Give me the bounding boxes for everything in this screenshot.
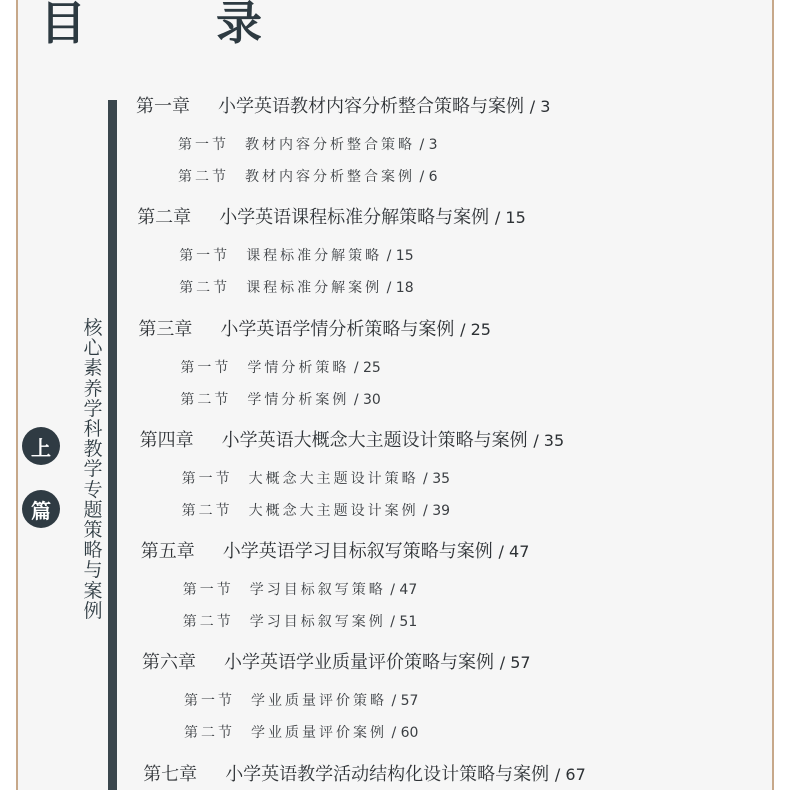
section-number: 第一节 (184, 693, 235, 710)
section-line[interactable] (179, 277, 413, 297)
chapter-title: 小学英语教材内容分析整合策略与案例 (218, 96, 524, 117)
chapter-line[interactable] (143, 760, 586, 786)
chapter-line[interactable] (137, 203, 526, 229)
section-page: / 18 (386, 280, 414, 297)
chapter-page: / 67 (554, 764, 586, 784)
section-number: 第一节 (179, 248, 231, 265)
chapter-title: 小学英语课程标准分解策略与案例 (219, 207, 490, 229)
chapter-page: / 15 (494, 208, 526, 228)
chapter-number: 第六章 (142, 652, 196, 674)
part-vertical-label: 核心素养学科教学专题策略与案例 (83, 317, 103, 622)
section-page: / 60 (391, 725, 419, 742)
page-title: 目 录 (40, 0, 304, 50)
section-title: 学情分析策略 (247, 359, 350, 376)
vertical-divider (108, 100, 117, 790)
section-number: 第二节 (184, 725, 235, 742)
section-line[interactable] (184, 690, 418, 710)
section-number: 第二节 (180, 391, 232, 408)
section-number: 第二节 (181, 502, 233, 519)
section-title: 学业质量评价策略 (251, 693, 387, 710)
section-line[interactable] (180, 357, 380, 377)
chapter-entry (137, 203, 766, 314)
chapter-line[interactable] (136, 92, 550, 118)
chapter-page: / 57 (499, 653, 531, 673)
chapter-title: 小学英语大概念大主题设计策略与案例 (221, 429, 528, 451)
section-number: 第一节 (180, 359, 232, 376)
chapter-line[interactable] (142, 648, 531, 674)
chapter-number: 第四章 (139, 429, 194, 451)
section-line[interactable] (179, 245, 413, 265)
chapter-entry (142, 648, 766, 759)
chapter-number: 第一章 (136, 96, 190, 117)
chapter-page: / 47 (498, 542, 530, 562)
chapter-number: 第七章 (143, 763, 198, 785)
chapter-entry (138, 315, 766, 426)
chapter-title: 小学英语教学活动结构化设计策略与案例 (225, 763, 550, 785)
chapter-entry (140, 426, 766, 537)
section-number: 第二节 (178, 169, 229, 185)
section-title: 学业质量评价案例 (251, 725, 387, 742)
chapter-title: 小学英语学业质量评价策略与案例 (224, 652, 494, 674)
section-page: / 25 (353, 359, 381, 376)
section-page: / 15 (386, 248, 414, 265)
section-number: 第二节 (179, 280, 231, 297)
chapter-page: / 35 (533, 430, 565, 450)
section-title: 大概念大主题设计策略 (248, 470, 419, 487)
section-page: / 30 (353, 391, 381, 408)
section-line[interactable] (183, 611, 417, 631)
section-title: 大概念大主题设计案例 (248, 502, 419, 519)
section-page: / 35 (423, 470, 451, 487)
section-title: 教材内容分析整合案例 (245, 169, 415, 185)
section-page: / 6 (419, 169, 438, 185)
section-page: / 51 (390, 614, 418, 631)
section-page: / 3 (419, 137, 438, 153)
chapter-number: 第二章 (137, 207, 192, 229)
section-line[interactable] (184, 722, 418, 742)
chapter-page: / 25 (460, 319, 491, 339)
section-title: 课程标准分解案例 (246, 280, 383, 297)
section-title: 教材内容分析整合策略 (245, 137, 415, 153)
section-number: 第一节 (178, 137, 229, 153)
chapter-number: 第三章 (138, 318, 193, 340)
toc-page (16, 0, 774, 790)
chapter-number: 第五章 (140, 541, 195, 563)
section-page: / 39 (423, 502, 451, 519)
section-title: 学情分析案例 (247, 391, 350, 408)
section-line[interactable] (178, 166, 438, 186)
section-number: 第一节 (181, 470, 233, 487)
section-line[interactable] (183, 579, 417, 599)
part-badge-upper: 上 (22, 427, 60, 465)
part-badge-part: 篇 (22, 490, 60, 528)
section-number: 第二节 (182, 614, 234, 631)
section-title: 课程标准分解策略 (246, 248, 383, 265)
chapter-entry (143, 760, 766, 790)
section-line[interactable] (182, 468, 450, 488)
section-line[interactable] (178, 134, 438, 154)
chapter-entry (136, 92, 766, 203)
section-title: 学习目标叙写案例 (249, 614, 386, 631)
table-of-contents (136, 92, 766, 790)
section-line[interactable] (180, 389, 380, 409)
chapter-line[interactable] (141, 537, 530, 563)
section-title: 学习目标叙写策略 (249, 582, 386, 599)
section-page: / 47 (390, 582, 418, 599)
section-page: / 57 (391, 693, 419, 710)
chapter-entry (141, 537, 766, 648)
chapter-line[interactable] (138, 315, 491, 341)
chapter-title: 小学英语学习目标叙写策略与案例 (222, 541, 493, 563)
section-line[interactable] (182, 500, 450, 520)
chapter-line[interactable] (140, 426, 565, 452)
chapter-page: / 3 (529, 97, 551, 116)
chapter-title: 小学英语学情分析策略与案例 (220, 318, 455, 340)
section-number: 第一节 (182, 582, 234, 599)
